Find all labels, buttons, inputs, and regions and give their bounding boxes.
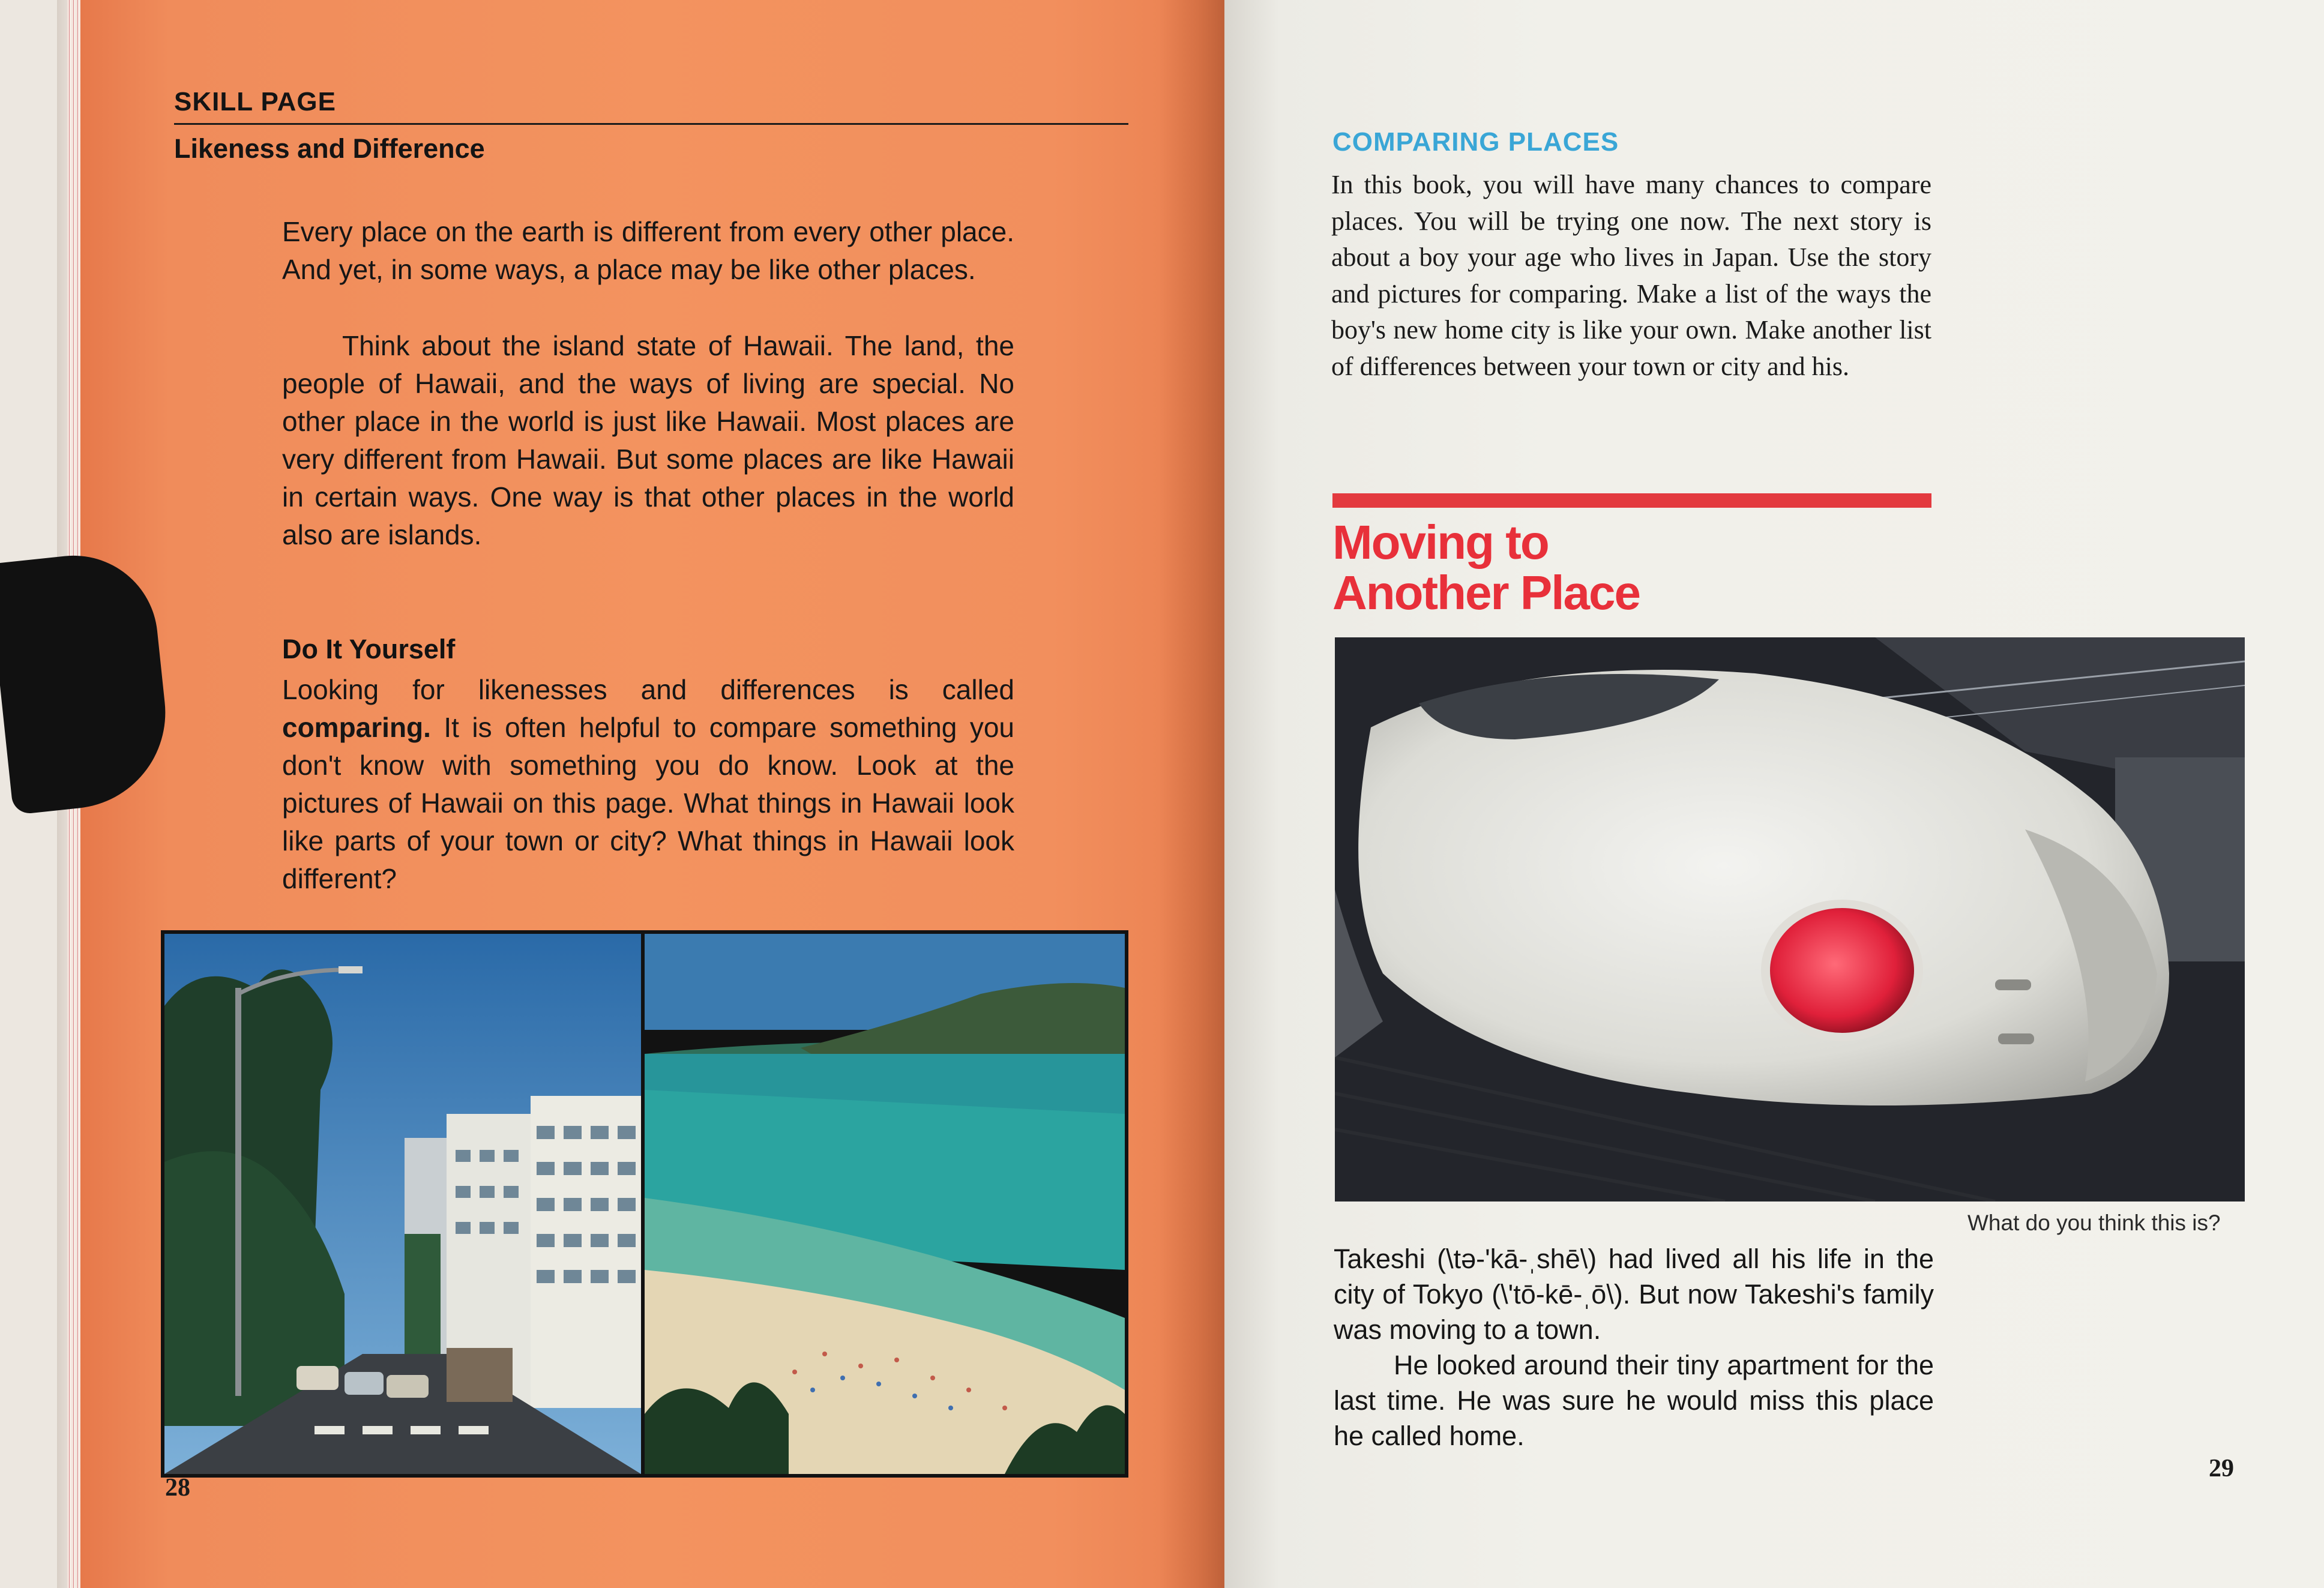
paragraph-3 [282, 671, 1014, 898]
gutter-shadow [1158, 0, 1224, 1588]
story-title [1332, 517, 1640, 618]
paragraph-2: Think about the island state of Hawaii. The land, the people of Hawaii, and the ways of living are special. No other place in the world is just like Hawaii. Most places are very different from Hawaii. But some places are like Hawaii in certain ways. One way is that other places in the world also are islands. [282, 330, 1014, 550]
comparing-paragraph [282, 671, 1014, 898]
story-title-line-2: Another Place [1332, 566, 1640, 619]
story-title-bar [1332, 493, 1931, 508]
intro-paragraph [282, 213, 1014, 289]
skill-page-header: SKILL PAGE [174, 87, 336, 116]
paragraph-3-end: It is often helpful to compare something you don't know with something you do know. Look at the pictures of Hawaii on this page. What things in Hawaii look like parts of your town or city? What things in Hawaii look different? [282, 712, 1014, 894]
beach-scene-illustration [645, 934, 1125, 1474]
photo-caption: What do you think this is? [1967, 1211, 2221, 1235]
street-scene-illustration [164, 934, 641, 1474]
hanauma-bay-photo [645, 934, 1125, 1474]
comparing-term: comparing. [282, 712, 431, 743]
story-paragraph-2: He looked around their tiny apartment for the last time. He was sure he would miss this place he called home. [1334, 1350, 1934, 1451]
bullet-train-illustration [1335, 637, 2245, 1202]
skill-page-subheader: Likeness and Difference [174, 133, 485, 164]
story-paragraph-1: Takeshi (\tə-'kā-ˌshē\) had lived all his life in the city of Tokyo (\'tō-kē-ˌō\). But now Takeshi's family was moving to a town. [1334, 1244, 1934, 1345]
paragraph-1: Every place on the earth is different from every other place. And yet, in some ways, a place may be like other places. [282, 216, 1014, 285]
comparing-places-title: COMPARING PLACES [1332, 127, 1619, 157]
do-it-yourself-heading: Do It Yourself [282, 634, 456, 664]
page-number-29: 29 [2209, 1455, 2234, 1482]
story-text [1334, 1241, 1934, 1454]
hawaii-paragraph [282, 327, 1014, 554]
waikiki-street-photo [164, 934, 641, 1474]
hawaii-photos [161, 930, 1128, 1478]
page-number-28: 28 [165, 1474, 190, 1502]
comparing-places-text: In this book, you will have many chances to compare places. You will be trying one now. The next story is about a boy your age who lives in Japan. Use the story and pictures for comparing. Make a list of the ways the boy's new home city is like your own. Make another list of differences between your town or city and his. [1331, 170, 1931, 381]
bullet-train-photo [1335, 637, 2245, 1202]
story-title-line-1: Moving to [1332, 516, 1549, 569]
paragraph-3-start: Looking for likenesses and differences is called [282, 674, 1014, 705]
header-rule [174, 123, 1128, 125]
